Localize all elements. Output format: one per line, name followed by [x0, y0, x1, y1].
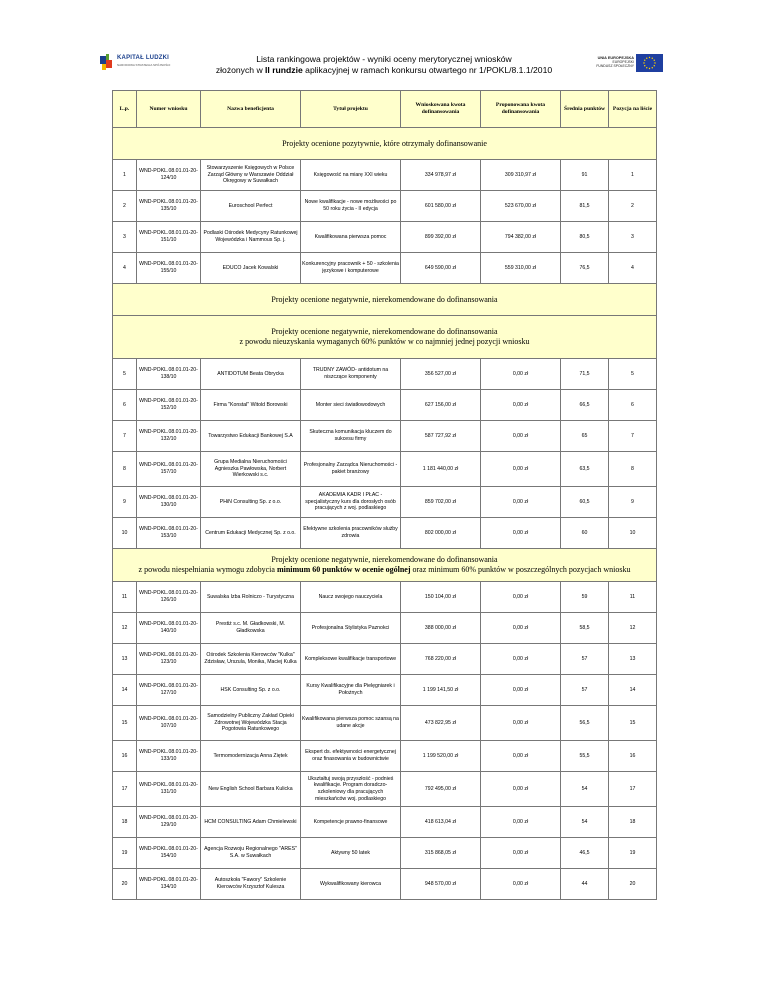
- eu-logo-line-2: EUROPEJSKI: [612, 60, 634, 64]
- cell-sred: 57: [561, 644, 609, 675]
- table-row: [113, 838, 657, 869]
- cell-sred: 71,5: [561, 359, 609, 390]
- cell-tyt: TRUDNY ZAWÓD- antidotum na niszczące komponenty: [301, 359, 401, 390]
- cell-sred: 81,5: [561, 191, 609, 222]
- cell-lp: 18: [113, 807, 137, 838]
- cell-ben: Firma "Konstal" Witold Borowski: [201, 390, 301, 421]
- section-positive: Projekty ocenione pozytywnie, które otrzymały dofinansowanie: [113, 128, 657, 160]
- eu-logo: [592, 52, 664, 74]
- table-row: [113, 706, 657, 741]
- cell-lp: 5: [113, 359, 137, 390]
- cell-tyt: AKADEMIA KADR I PŁAC - specjalistyczny kurs dla dorosłych osób pracujących z woj. podlaskiego: [301, 487, 401, 518]
- cell-nr: WND-POKL.08.01.01-20-154/10: [137, 838, 201, 869]
- cell-wnio: 601 580,00 zł: [401, 191, 481, 222]
- section-neg60-line-1: Projekty ocenione negatywnie, nierekomendowane do dofinansowania: [271, 327, 498, 336]
- cell-wnio: 859 702,00 zł: [401, 487, 481, 518]
- col-header-wnio: Wnioskowana kwota dofinansowania: [401, 91, 481, 128]
- cell-tyt: Aktywny 50 latek: [301, 838, 401, 869]
- table-row: [113, 359, 657, 390]
- cell-prop: 0,00 zł: [481, 838, 561, 869]
- cell-poz: 11: [609, 582, 657, 613]
- cell-ben: Termomodernizacja Anna Ziętek: [201, 741, 301, 772]
- table-row: [113, 160, 657, 191]
- document-title: [150, 54, 618, 76]
- cell-prop: 0,00 zł: [481, 706, 561, 741]
- cell-tyt: Kompleksowe kwalifikacje transportowe: [301, 644, 401, 675]
- cell-poz: 17: [609, 772, 657, 807]
- logo-left-subtitle: NARODOWA STRATEGIA SPÓJNOŚCI: [117, 63, 171, 67]
- logo-left-title: KAPITAŁ LUDZKI: [117, 55, 170, 61]
- cell-lp: 7: [113, 421, 137, 452]
- cell-prop: 0,00 zł: [481, 869, 561, 900]
- cell-tyt: Skuteczna komunikacja kluczem do sukcesu firmy: [301, 421, 401, 452]
- cell-lp: 12: [113, 613, 137, 644]
- cell-nr: WND-POKL.08.01.01-20-138/10: [137, 359, 201, 390]
- cell-wnio: 627 156,00 zł: [401, 390, 481, 421]
- cell-lp: 20: [113, 869, 137, 900]
- cell-lp: 6: [113, 390, 137, 421]
- cell-nr: WND-POKL.08.01.01-20-155/10: [137, 253, 201, 284]
- cell-lp: 15: [113, 706, 137, 741]
- cell-sred: 46,5: [561, 838, 609, 869]
- cell-tyt: Profesjonalny Zarządca Nieruchomości - pakiet branżowy: [301, 452, 401, 487]
- cell-tyt: Ekspert ds. efektywności energetycznej oraz finasowania w budownictwie: [301, 741, 401, 772]
- cell-poz: 3: [609, 222, 657, 253]
- cell-ben: Stowarzyszenie Księgowych w Polsce Zarząd Główny w Warszawie Oddział Okręgowy w Suwałkach: [201, 160, 301, 191]
- cell-poz: 15: [609, 706, 657, 741]
- cell-poz: 13: [609, 644, 657, 675]
- cell-poz: 2: [609, 191, 657, 222]
- section-row-negative: [113, 284, 657, 316]
- eu-logo-text: [592, 56, 634, 68]
- title-line-2: [150, 65, 618, 76]
- ranking-table: [112, 90, 657, 900]
- table-body-neg: [113, 284, 657, 359]
- cell-ben: Samodzielny Publiczny Zakład Opieki Zdrowotnej Wojewódzka Stacja Pogotowia Ratunkowego: [201, 706, 301, 741]
- cell-wnio: 418 613,04 zł: [401, 807, 481, 838]
- cell-tyt: Ukształtuj swoją przyszłość - podnieś kwalifikacje. Program doradczo-szkoleniowy dla pracujących mieszkańców woj. podlaskiego: [301, 772, 401, 807]
- cell-ben: New English School Barbara Kulicka: [201, 772, 301, 807]
- cell-poz: 19: [609, 838, 657, 869]
- cell-wnio: 1 199 520,00 zł: [401, 741, 481, 772]
- cell-lp: 13: [113, 644, 137, 675]
- section-negmin-line-2-post: oraz minimum 60% punktów w poszczególnych pozycjach wniosku: [410, 565, 631, 574]
- cell-lp: 17: [113, 772, 137, 807]
- cell-prop: 309 310,97 zł: [481, 160, 561, 191]
- cell-nr: WND-POKL.08.01.01-20-130/10: [137, 487, 201, 518]
- cell-nr: WND-POKL.08.01.01-20-140/10: [137, 613, 201, 644]
- cell-tyt: Profesjonalna Stylistyka Paznokci: [301, 613, 401, 644]
- cell-nr: WND-POKL.08.01.01-20-152/10: [137, 390, 201, 421]
- cell-sred: 91: [561, 160, 609, 191]
- cell-prop: 0,00 zł: [481, 772, 561, 807]
- cell-nr: WND-POKL.08.01.01-20-151/10: [137, 222, 201, 253]
- cell-tyt: Wykwalifikowany kierowca: [301, 869, 401, 900]
- title-line-2-post: aplikacyjnej w ramach konkursu otwartego nr 1/POKL/8.1.1/2010: [302, 65, 553, 75]
- kapital-ludzki-logo-icon: [100, 52, 114, 72]
- col-header-nr: Numer wniosku: [137, 91, 201, 128]
- cell-ben: HCM CONSULTING Adam Chmielewski: [201, 807, 301, 838]
- cell-nr: WND-POKL.08.01.01-20-127/10: [137, 675, 201, 706]
- document-header: [0, 0, 768, 90]
- cell-prop: 0,00 zł: [481, 421, 561, 452]
- cell-tyt: Kwalifikowana pierwsza pomoc szansą na udane akcje: [301, 706, 401, 741]
- neg60-rows: [113, 359, 657, 549]
- cell-wnio: 334 978,97 zł: [401, 160, 481, 191]
- cell-nr: WND-POKL.08.01.01-20-131/10: [137, 772, 201, 807]
- cell-wnio: 1 199 141,50 zł: [401, 675, 481, 706]
- cell-nr: WND-POKL.08.01.01-20-135/10: [137, 191, 201, 222]
- table-row: [113, 518, 657, 549]
- section-negmin: [113, 549, 657, 582]
- section-negmin-line-2: [114, 565, 655, 575]
- cell-ben: Euroschool Perfect: [201, 191, 301, 222]
- cell-nr: WND-POKL.08.01.01-20-107/10: [137, 706, 201, 741]
- cell-tyt: Naucz swojego nauczyciela: [301, 582, 401, 613]
- cell-nr: WND-POKL.08.01.01-20-157/10: [137, 452, 201, 487]
- cell-lp: 10: [113, 518, 137, 549]
- cell-wnio: 792 495,00 zł: [401, 772, 481, 807]
- cell-lp: 8: [113, 452, 137, 487]
- cell-sred: 57: [561, 675, 609, 706]
- cell-lp: 1: [113, 160, 137, 191]
- table-row: [113, 390, 657, 421]
- table-header-row: [113, 91, 657, 128]
- col-header-lp: L.p.: [113, 91, 137, 128]
- title-line-1: Lista rankingowa projektów - wyniki oceny merytorycznej wniosków: [256, 54, 512, 64]
- cell-sred: 60,5: [561, 487, 609, 518]
- cell-prop: 0,00 zł: [481, 452, 561, 487]
- table-body: [113, 128, 657, 160]
- eu-logo-line-1: UNIA EUROPEJSKA: [597, 56, 634, 60]
- table-row: [113, 487, 657, 518]
- table-row: [113, 421, 657, 452]
- cell-lp: 4: [113, 253, 137, 284]
- section-negmin-line-1: Projekty ocenione negatywnie, nierekomendowane do dofinansowania: [271, 555, 498, 564]
- cell-tyt: Kursy Kwalifikacyjne dla Pielęgniarek i Położnych: [301, 675, 401, 706]
- cell-prop: 0,00 zł: [481, 741, 561, 772]
- cell-sred: 44: [561, 869, 609, 900]
- section-neg60-line-2: z powodu nieuzyskania wymaganych 60% punktów w co najmniej jednej pozycji wniosku: [239, 337, 530, 346]
- cell-nr: WND-POKL.08.01.01-20-134/10: [137, 869, 201, 900]
- cell-lp: 16: [113, 741, 137, 772]
- cell-ben: Grupa Medialna Nieruchomości Agnieszka Pawłowska, Norbert Wierkowski s.c.: [201, 452, 301, 487]
- cell-nr: WND-POKL.08.01.01-20-124/10: [137, 160, 201, 191]
- cell-prop: 523 670,00 zł: [481, 191, 561, 222]
- cell-sred: 66,5: [561, 390, 609, 421]
- cell-prop: 0,00 zł: [481, 359, 561, 390]
- col-header-prop: Proponowana kwota dofinansowania: [481, 91, 561, 128]
- cell-ben: EDUCO Jacek Kowalski: [201, 253, 301, 284]
- table-row: [113, 869, 657, 900]
- cell-ben: PHiN Consulting Sp. z o.o.: [201, 487, 301, 518]
- eu-flag-icon: [636, 54, 663, 72]
- cell-tyt: Kompetencje prawno-finansowe: [301, 807, 401, 838]
- cell-lp: 19: [113, 838, 137, 869]
- cell-wnio: 587 727,92 zł: [401, 421, 481, 452]
- cell-prop: 0,00 zł: [481, 675, 561, 706]
- cell-nr: WND-POKL.08.01.01-20-133/10: [137, 741, 201, 772]
- cell-sred: 60: [561, 518, 609, 549]
- table-row: [113, 741, 657, 772]
- cell-prop: 0,00 zł: [481, 582, 561, 613]
- cell-sred: 54: [561, 807, 609, 838]
- col-header-sred: Średnia punktów: [561, 91, 609, 128]
- table-row: [113, 452, 657, 487]
- cell-sred: 63,5: [561, 452, 609, 487]
- cell-prop: 0,00 zł: [481, 518, 561, 549]
- cell-tyt: Nowe kwalifikacje - nowe możliwości po 50 roku życia - II edycja: [301, 191, 401, 222]
- cell-poz: 6: [609, 390, 657, 421]
- cell-prop: 794 382,00 zł: [481, 222, 561, 253]
- cell-sred: 59: [561, 582, 609, 613]
- cell-lp: 2: [113, 191, 137, 222]
- cell-sred: 58,5: [561, 613, 609, 644]
- cell-ben: Towarzystwo Edukacji Bankowej S.A: [201, 421, 301, 452]
- cell-poz: 9: [609, 487, 657, 518]
- section-neg60: [113, 316, 657, 359]
- cell-sred: 56,5: [561, 706, 609, 741]
- cell-wnio: 1 181 440,00 zł: [401, 452, 481, 487]
- cell-poz: 10: [609, 518, 657, 549]
- cell-wnio: 150 104,00 zł: [401, 582, 481, 613]
- cell-poz: 12: [609, 613, 657, 644]
- cell-ben: Agencja Rozwoju Regionalnego "ARES" S.A. w Suwałkach: [201, 838, 301, 869]
- cell-poz: 1: [609, 160, 657, 191]
- section-negmin-line-2-bold: minimum 60 punktów w ocenie ogólnej: [276, 565, 411, 574]
- table-row: [113, 582, 657, 613]
- cell-nr: WND-POKL.08.01.01-20-132/10: [137, 421, 201, 452]
- cell-lp: 11: [113, 582, 137, 613]
- cell-wnio: 315 868,05 zł: [401, 838, 481, 869]
- section-row-negmin: [113, 549, 657, 582]
- cell-wnio: 356 527,00 zł: [401, 359, 481, 390]
- cell-wnio: 768 220,00 zł: [401, 644, 481, 675]
- cell-tyt: Kwalifikowana pierwsza pomoc: [301, 222, 401, 253]
- cell-sred: 55,5: [561, 741, 609, 772]
- cell-wnio: 388 000,00 zł: [401, 613, 481, 644]
- col-header-tyt: Tytuł projektu: [301, 91, 401, 128]
- table-row: [113, 807, 657, 838]
- cell-nr: WND-POKL.08.01.01-20-153/10: [137, 518, 201, 549]
- cell-poz: 14: [609, 675, 657, 706]
- cell-wnio: 649 590,00 zł: [401, 253, 481, 284]
- table-row: [113, 191, 657, 222]
- section-row-positive: [113, 128, 657, 160]
- cell-nr: WND-POKL.08.01.01-20-123/10: [137, 644, 201, 675]
- table-row: [113, 675, 657, 706]
- table-row: [113, 613, 657, 644]
- col-header-ben: Nazwa beneficjenta: [201, 91, 301, 128]
- cell-ben: HSK Consulting Sp. z o.o.: [201, 675, 301, 706]
- negmin-rows: [113, 582, 657, 900]
- cell-ben: Centrum Edukacji Medycznej Sp. z o.o.: [201, 518, 301, 549]
- cell-prop: 0,00 zł: [481, 487, 561, 518]
- table-row: [113, 253, 657, 284]
- cell-nr: WND-POKL.08.01.01-20-126/10: [137, 582, 201, 613]
- cell-prop: 559 310,00 zł: [481, 253, 561, 284]
- cell-ben: Autoszkoła "Fawory" Szkolenie Kierowców Krzysztof Kulesza: [201, 869, 301, 900]
- cell-ben: ANTIDOTUM Beata Obrycka: [201, 359, 301, 390]
- cell-lp: 3: [113, 222, 137, 253]
- cell-poz: 4: [609, 253, 657, 284]
- cell-poz: 18: [609, 807, 657, 838]
- cell-sred: 76,5: [561, 253, 609, 284]
- cell-tyt: Konkurencyjny pracownik + 50 - szkolenia językowe i komputerowe: [301, 253, 401, 284]
- cell-ben: Podlaski Ośrodek Medycyny Ratunkowej Wojewódzka i Nammous Sp. j.: [201, 222, 301, 253]
- cell-wnio: 899 392,00 zł: [401, 222, 481, 253]
- cell-wnio: 948 570,00 zł: [401, 869, 481, 900]
- cell-ben: Prestiż s.c. M. Gładkowski, M. Gładkowska: [201, 613, 301, 644]
- eu-logo-line-3: FUNDUSZ SPOŁECZNY: [596, 64, 634, 68]
- cell-lp: 9: [113, 487, 137, 518]
- cell-sred: 54: [561, 772, 609, 807]
- cell-tyt: Monter sieci światłowodowych: [301, 390, 401, 421]
- cell-prop: 0,00 zł: [481, 644, 561, 675]
- cell-wnio: 473 822,95 zł: [401, 706, 481, 741]
- section-negative: Projekty ocenione negatywnie, nierekomendowane do dofinansowania: [113, 284, 657, 316]
- table-row: [113, 772, 657, 807]
- col-header-poz: Pozycja na liście: [609, 91, 657, 128]
- title-line-2-bold: II rundzie: [265, 65, 303, 75]
- cell-tyt: Efektywne szkolenia pracowników służby zdrowia: [301, 518, 401, 549]
- cell-poz: 7: [609, 421, 657, 452]
- cell-sred: 80,5: [561, 222, 609, 253]
- cell-prop: 0,00 zł: [481, 807, 561, 838]
- table-row: [113, 644, 657, 675]
- cell-ben: Suwalska Izba Rolniczo - Turystyczna: [201, 582, 301, 613]
- cell-prop: 0,00 zł: [481, 613, 561, 644]
- cell-poz: 16: [609, 741, 657, 772]
- cell-nr: WND-POKL.08.01.01-20-129/10: [137, 807, 201, 838]
- cell-wnio: 802 000,00 zł: [401, 518, 481, 549]
- cell-prop: 0,00 zł: [481, 390, 561, 421]
- title-line-2-pre: złożonych w: [215, 65, 266, 75]
- cell-ben: Ośrodek Szkolenia Kierowców "Kulka" Zdzisław, Urszula, Monika, Maciej Kulka: [201, 644, 301, 675]
- cell-poz: 8: [609, 452, 657, 487]
- table-row: [113, 222, 657, 253]
- section-row-neg60: [113, 316, 657, 359]
- positive-rows: [113, 160, 657, 284]
- cell-tyt: Księgowość na miarę XXI wieku: [301, 160, 401, 191]
- cell-lp: 14: [113, 675, 137, 706]
- cell-poz: 20: [609, 869, 657, 900]
- table-body-negmin: [113, 549, 657, 582]
- cell-sred: 65: [561, 421, 609, 452]
- section-negmin-line-2-pre: z powodu niespełniania wymogu zdobycia: [138, 565, 277, 574]
- cell-poz: 5: [609, 359, 657, 390]
